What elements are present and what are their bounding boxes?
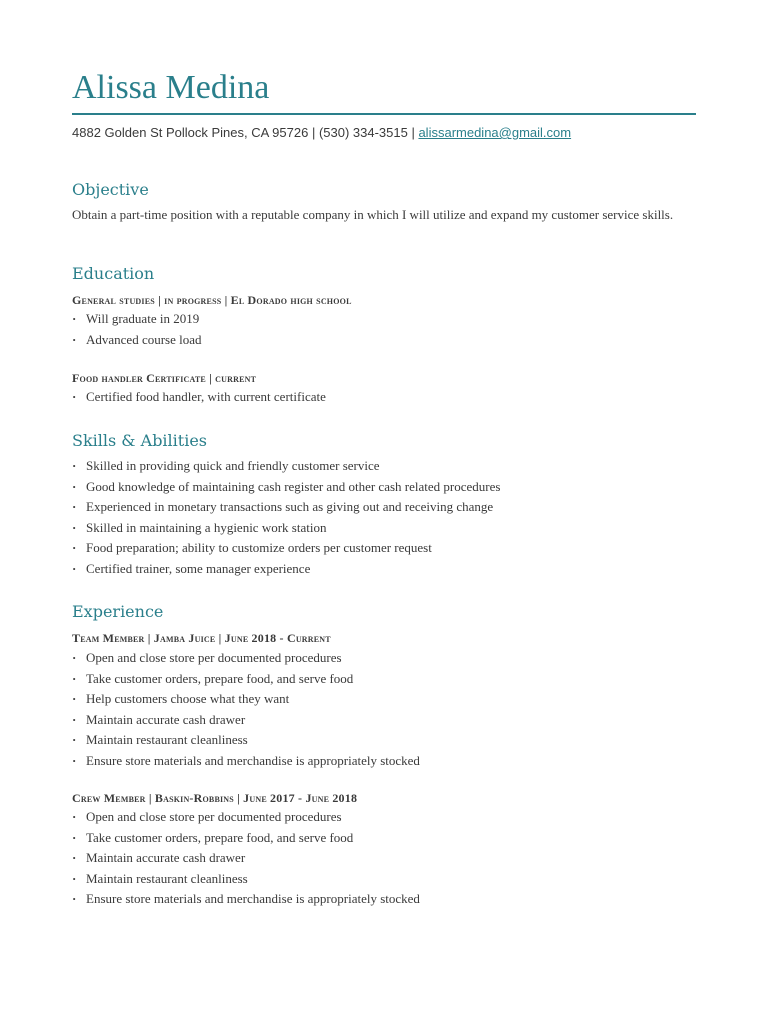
header-divider — [72, 113, 696, 115]
list-item: · Certified trainer, some manager experience — [72, 559, 500, 580]
education-heading: Education — [72, 264, 155, 283]
contact-address: 4882 Golden St Pollock Pines, CA 95726 — [72, 125, 309, 140]
list-item: · Take customer orders, prepare food, and serve food — [72, 828, 420, 849]
objective-heading: Objective — [72, 180, 149, 199]
list-item: · Maintain accurate cash drawer — [72, 848, 420, 869]
list-item: · Skilled in providing quick and friendly customer service — [72, 456, 500, 477]
list-item: · Will graduate in 2019 — [72, 309, 202, 330]
job-title: Crew Member | Baskin-Robbins | June 2017 - June 2018 — [72, 791, 358, 805]
list-item: · Maintain restaurant cleanliness — [72, 869, 420, 890]
skills-heading: Skills & Abilities — [72, 431, 208, 450]
contact-phone: (530) 334-3515 — [318, 125, 408, 140]
list-item: · Ensure store materials and merchandise is appropriately stocked — [72, 889, 420, 910]
list-item: · Take customer orders, prepare food, and serve food — [72, 669, 420, 690]
list-item: · Certified food handler, with current certificate — [72, 387, 326, 408]
contact-separator: | — [407, 125, 419, 140]
education-entry-bullets — [72, 309, 202, 350]
objective-text: Obtain a part-time position with a reputable company in which I will utilize and expand my customer service skills. — [72, 207, 674, 222]
list-item: · Advanced course load — [72, 330, 202, 351]
job-title: Team Member | Jamba Juice | June 2018 - Current — [72, 631, 331, 645]
contact-line — [72, 124, 571, 142]
list-item: · Food preparation; ability to customize orders per customer request — [72, 538, 500, 559]
contact-separator: | — [308, 125, 319, 140]
education-entry-bullets — [72, 387, 326, 408]
skills-list — [72, 456, 500, 579]
candidate-name: Alissa Medina — [72, 69, 270, 106]
email-link[interactable]: alissarmedina@gmail.com — [418, 125, 572, 140]
list-item: · Ensure store materials and merchandise is appropriately stocked — [72, 751, 420, 772]
list-item: · Maintain restaurant cleanliness — [72, 730, 420, 751]
list-item: · Experienced in monetary transactions such as giving out and receiving change — [72, 497, 500, 518]
list-item: · Maintain accurate cash drawer — [72, 710, 420, 731]
list-item: · Help customers choose what they want — [72, 689, 420, 710]
list-item: · Skilled in maintaining a hygienic work station — [72, 518, 500, 539]
list-item: · Open and close store per documented procedures — [72, 648, 420, 669]
list-item: · Open and close store per documented procedures — [72, 807, 420, 828]
education-entry-title: Food handler Certificate | current — [72, 371, 257, 385]
list-item: · Good knowledge of maintaining cash register and other cash related procedures — [72, 477, 500, 498]
education-entry-title: General studies | in progress | El Dorado high school — [72, 293, 352, 307]
job-bullets — [72, 807, 420, 910]
job-bullets — [72, 648, 420, 771]
experience-heading: Experience — [72, 602, 164, 621]
